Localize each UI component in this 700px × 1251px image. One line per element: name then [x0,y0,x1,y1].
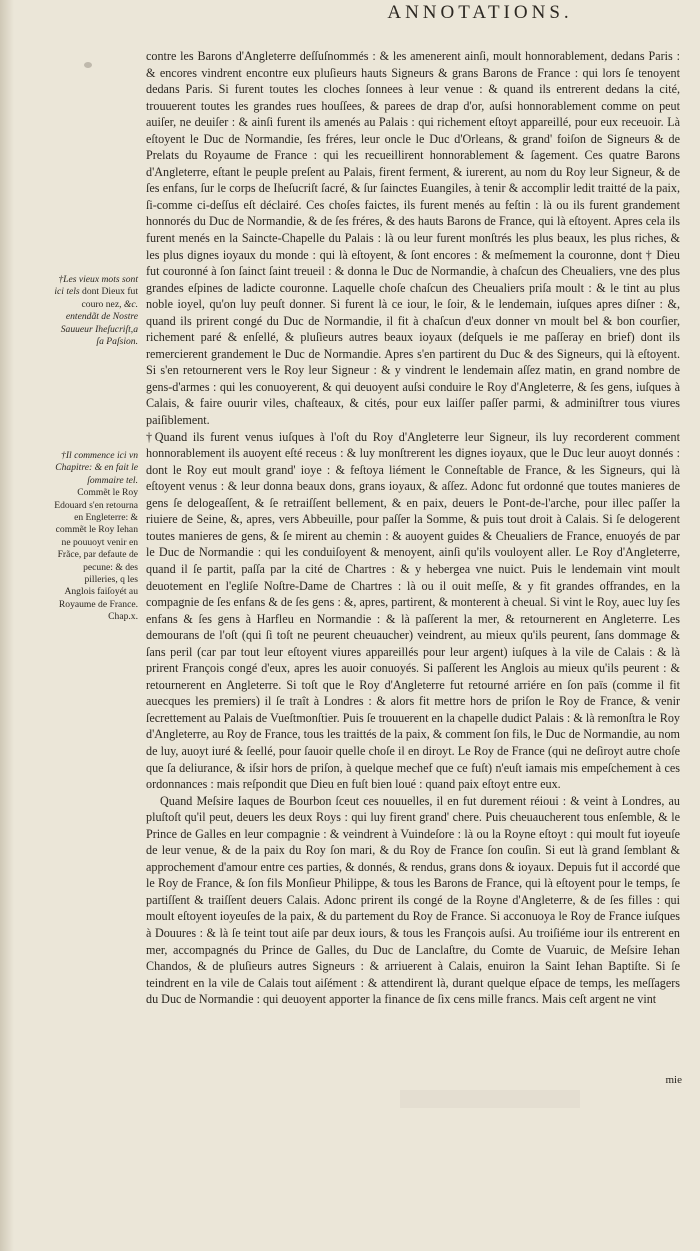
margin-note-2-italic: †Il commence ici vn Chapitre: & en fait le ſommaire tel. [55,450,138,486]
paragraph-1: contre les Barons d'Angleterre deſſuſnommés : & les amenerent ainſi, moult honnorablement, dedans Paris : & encores vindrent encontre eux pluſieurs hauts Signeurs & grans Barons de France : qui lors ſe tenoyent dedans Paris. Si furent toutes les cloches ſonnees à leur venue : & quand ils entrerent dedans la cité, trouuerent toutes les grandes rues houſſees, & parees de drap d'or, auſsi honnorablement comme on peut auiſer, ne deuiſer : & ainſi furent ils amenés au Palais : qui richement eſtoyt appareillé, pour eux receuoir. Là eſtoyent le Duc de Normandie, ſes fréres, leur oncle le Duc d'Orleans, & grand' foiſon de Signeurs & de Prelats du Royaume de France : qui les recueillirent honnorablement & ſagement. Ces quatre Barons d'Angleterre, eſtant le peuple preſent au Palais, firent ferment, & iurerent, au nom du Roy leur Signeur, & de ſes enfans, ſur le corps de Iheſucriſt ſacré, & ſur ſainctes Euangiles, à tenir & accomplir ledit traitté de la paix, ſi-comme ci-deſſus eſt déclairé. Ces choſes faictes, ils furent menés au feſtin : là ou ils furent grandement honnorés du Duc de Normandie, & de ſes fréres, & des hauts Barons de France, qui là eſtoyent. Apres cela ils furent menés en la Saincte-Chapelle du Palais : là ou leur furent monſtrés les plus beaux, les plus riches, & les plus dignes ioyaux du monde : qui là eſtoyent, & ſont encores : & meſmement la couronne, dont † Dieu fut couronné à ſon ſainct ſaint treueil : & donna le Duc de Normandie, à chaſcun des Cheualiers, vne des plus grandes eſpines de ladicte couronne. Laquelle choſe chaſcun des Cheualiers priſa moult : & le tint au plus noble ioyel, qu'on luy peuſt donner. Si furent là ce iour, le ſoir, & le lendemain, iuſques apres diſner : &, quand ils prirent congé du Duc de Normandie, il fit à chaſcun d'eux donner vn moult bel & bon courſier, richement paré & enſellé, & pluſieurs autres beaux ioyaux (deſquels ie me paſſeray en brief) dont ils remercierent grandement le Duc de Normandie. Apres s'en partirent du Duc & des Signeurs, qui là eſtoyent. Si s'en retournerent vers le Roy leur Signeur : & y vindrent le lendemain aſſez matin, en grand nombre de gens-d'armes : qui les conuoyerent, & qui deuoyent auſsi conduire le Roy d'Angleterre, & ſes gens, iuſques à Calais, & faire ouurir viles, chaſteaux, & cités, pour eux laiſſer paſſer parmi, & adminiſtrer tous viures paiſiblement. [146,49,680,428]
margin-note-1-plain: dont Dieux fut couro nez, [79,286,138,310]
margin-note-1-italic: †Les vieux mots sont ici tels [54,274,138,298]
paragraph-2: †Quand ils furent venus iuſques à l'oſt du Roy d'Angleterre leur Signeur, ils luy recorderent comment honnorablement ils auoyent eſté receus : & luy monſtrerent les dignes ioyaux, que le Duc leur auoyt donnés : dont le Roy eut moult grand' ioye : & feſtoya liément le Conneſtable de France, & les Signeurs, qui là eſtoyent venus : & leur donna beaux dons, grans ioyaux, & aſſez. Adonc fut ordonné que toutes manieres de gens ſe delogeaſſent, & ſe retraiſſent bellement, & en paix, deuers le Pont-de-l'arche, pour illec paſſer la riuiere de Seine, &, apres, vers Abbeuille, pour paſſer la Somme, & puis tout droit à Calais. Si ſe delogerent toutes manieres de gens, & ſe mirent au chemin : & auoyent guides & Cheualiers de France, enuoyés de par le Duc de Normandie : qui les conduiſoyent & menoyent, ainſi qu'ils vouloyent aller. Le Roy d'Angleterre, quand il ſe partit, paſſa par la cité de Chartres : & y hebergea vne nuict. Puis le lendemain vint moult deuotement en l'egliſe Noſtre-Dame de Chartres : là ou il ouit meſſe, & y fit grandes offrandes, en la compagnie de ſes enfans & de ſes gens : &, apres, partirent, & monterent à cheual. Si vint le Roy, auec luy ſes enfans & ſes gens à Harfleu en Normandie : & là paſſerent la mer, & retournerent en Angleterre. Les demourans de l'oſt (qui ſi toſt ne peurent cheuaucher) veindrent, au mieux qu'ils peurent, ſans dommage & ſans peril (car par tout leur eſtoyent viures appareillés pour leur argent) iuſques à la vile de Calais : & là prirent François congé d'eux, apres les auoir conuoyés. Si paſſerent les Anglois au mieux qu'ils peurent : & retournerent en Angleterre. Si toſt que le Roy d'Angleterre fut retourné arriére en ſon païs (comme il fit auecques les premiers) il ſe traît à Londres : & alors fit mettre hors de priſon le Roy de France, & venir ſecrettement au Palais de Vueſtmonſtier. Puis ſe trouuerent en la chapelle dudict Palais : & là remonſtra le Roy d'Angleterre, au Roy de France, tous les traittés de la paix, & comment ſon fils, le Duc de Normandie, au nom de luy, auoyt iuré & ſeellé, pour ſauoir quelle choſe il en diroyt. Le Roy de France (qui ne deſiroyt autre choſe que ſa deliurance, & iſsir hors de priſon, à quelque mechef que ce fuſt) n'euſt iamais mis empeſchement à ces ordonnances : mais reſpondit que Dieu en fuſt bien loué : quand paix eſtoyt entre eux. [146,429,680,792]
margin-note-vieux-mots [54,274,138,348]
paragraph-3: Quand Meſsire Iaques de Bourbon ſceut ces nouuelles, il en fut durement réioui : & veint à Londres, au pluſtoſt qu'il peut, deuers les deux Roys : qui luy firent grand' chere. Puis cheuaucherent tous enſemble, & le Prince de Galles en leur compagnie : & veindrent à Vuindeſore : là ou la Royne eſtoyt : qui moult fut ioyeuſe de leur venue, & de la paix du Roy ſon mari, & du Roy de France ſon couſin. Si eut là grand ſemblant & approchement d'amour entre ces parties, & donnés, & rendus, grans dons & ioyaux. Depuis fut il accordé que le Roy de France, & ſon fils Monſieur Philippe, & tous les Barons de France, qui là eſtoyent pour le temps, ſe partiſſent & traiſſent deuers Calais. Adonc prirent ils congé de la Royne d'Angleterre, & de ſes filles : qui moult eſtoyent ioyeuſes de la paix, & du partement du Roy de France. Si acconuoya le Roy de France iuſques à Douures : & là ſe teint tout aiſe par deux iours, & tous les François auſsi. Au troiſiéme iour ils entrerent en mer, accompagnés du Prince de Galles, du Duc de Lanclaſtre, du Comte de Vuaruic, de Meſsire Iehan Chandos, & de pluſieurs autres Signeurs : & arriuerent à Calais, enuiron la Saint Iehan Baptiſte. Si ſe teindrent en la vile de Calais tout aiſément : & attendirent là, durant quelque eſpace de temps, les meſſagers du Duc de Normandie : qui deuoyent apporter la finance de ſix cens mille francs. Mais ceſt argent ne vint [146,793,680,1007]
margin-note-2-plain: Commẽt le Roy Edouard s'en retourna en Engleterre: & commẽt le Roy Iehan ne pouuoyt venir en Frãce, par defaute de pecune: & des pilleries, q les Anglois faiſoyét au Royaume de France. Chap.x. [54,487,138,623]
margin-note-chapitre [54,450,138,624]
margin-note-1-italic-2: &c. entendãt de Nostre Sauueur Iheſucriſt,a ſa Paſsion. [60,298,138,348]
body-text [146,48,680,1008]
running-head: ANNOTATIONS. [387,2,573,23]
ink-smudge [84,62,92,68]
catchword: mie [665,1074,682,1086]
show-through-bleed [400,1090,580,1108]
